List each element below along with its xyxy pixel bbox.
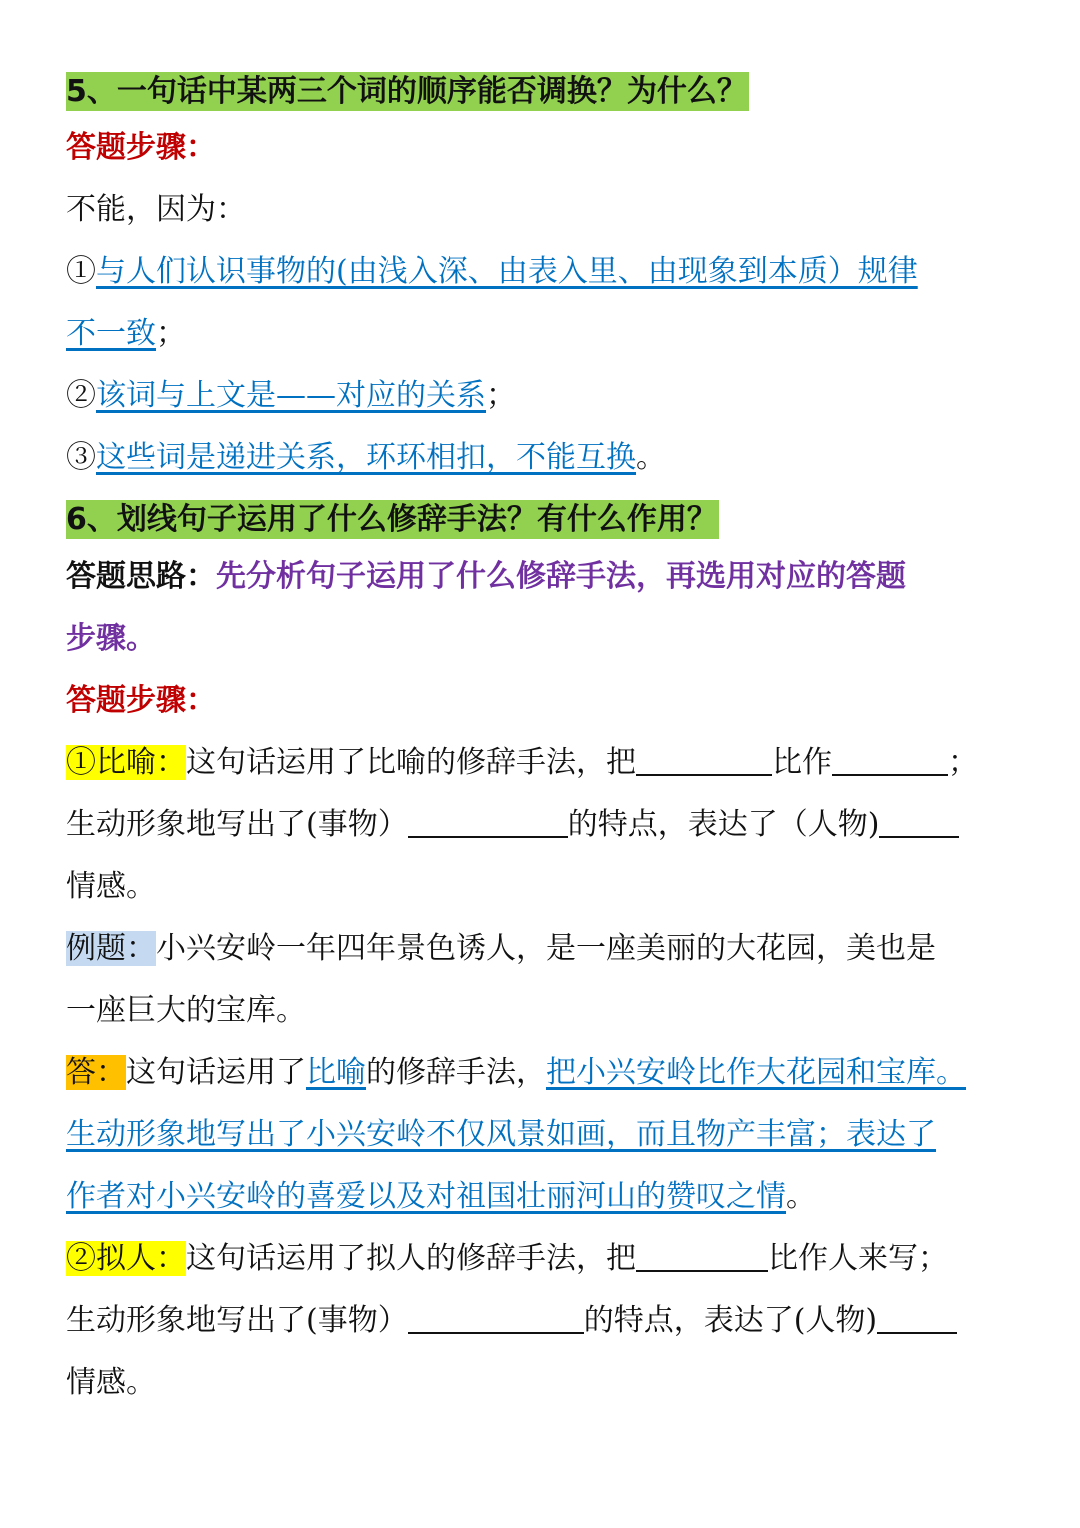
- example-label: 例题：: [66, 931, 156, 966]
- answer-text-line2: 生动形象地写出了小兴安岭不仅风景如画，而且物产丰富；表达了: [66, 1117, 936, 1152]
- q5-heading-line: [66, 70, 1036, 114]
- q5-steps-label: 答题步骤：: [66, 130, 216, 165]
- answer-text-4: 把小兴安岭比作大花园和宝库: [546, 1055, 936, 1090]
- answer-text-2: 比喻: [306, 1055, 366, 1090]
- metaphor-label: ①比喻：: [66, 745, 186, 780]
- metaphor-blank-subject: [636, 744, 772, 776]
- q5-item2-number: ②: [66, 378, 96, 413]
- q5-item3-number: ③: [66, 440, 96, 475]
- q6-person-line1: [66, 1237, 1036, 1281]
- metaphor-blank-emotion: [879, 806, 959, 838]
- answer-line2: [66, 1113, 1036, 1157]
- q6-metaphor-line1: [66, 741, 1036, 785]
- answer-text-3: 的修辞手法，: [366, 1055, 546, 1090]
- person-text-5: 情感。: [66, 1365, 156, 1400]
- metaphor-blank-thing: [408, 806, 568, 838]
- metaphor-text-5: 的特点，表达了（人物): [567, 807, 880, 842]
- example-text: 小兴安岭一年四年景色诱人，是一座美丽的大花园，美也是: [156, 931, 936, 966]
- q5-item1-line1: [66, 250, 1036, 294]
- person-blank-emotion: [877, 1302, 957, 1334]
- person-text-4: 的特点，表达了(人物): [583, 1303, 878, 1338]
- q6-metaphor-line2: [66, 803, 1036, 847]
- q6-idea-label: 答题思路：: [66, 559, 216, 594]
- q5-item3-text: 这些词是递进关系，环环相扣，不能互换: [96, 440, 636, 475]
- answer-text-1: 这句话运用了: [126, 1055, 306, 1090]
- q6-person-line2: [66, 1299, 1036, 1343]
- metaphor-text-4: 生动形象地写出了(事物）: [66, 807, 408, 842]
- metaphor-blank-object: [832, 744, 948, 776]
- q6-idea-line2: 步骤。: [66, 621, 156, 656]
- q6-heading: 6、划线句子运用了什么修辞手法？有什么作用？: [66, 502, 717, 537]
- q5-item1-end: ；: [156, 316, 186, 351]
- q6-steps-label: 答题步骤：: [66, 683, 216, 718]
- answer-text-5: 。: [936, 1055, 966, 1090]
- person-text-1: 这句话运用了拟人的修辞手法，把: [186, 1241, 636, 1276]
- person-text-2: 比作人来写；: [768, 1241, 948, 1276]
- q5-item3: [66, 436, 1036, 480]
- q5-item1-text-cont: 不一致: [66, 316, 156, 351]
- q5-item2-text: 该词与上文是——对应的关系: [96, 378, 486, 413]
- answer-line1: [66, 1051, 1036, 1095]
- example-line1: [66, 927, 1036, 971]
- person-blank-subject: [636, 1240, 768, 1272]
- q5-item1-line2: [66, 312, 1036, 356]
- q5-heading: 5、一句话中某两三个词的顺序能否调换？为什么？: [66, 74, 747, 109]
- q5-item2: [66, 374, 1036, 418]
- answer-text-line3: 作者对小兴安岭的喜爱以及对祖国壮丽河山的赞叹之情: [66, 1179, 786, 1214]
- example-line2: 一座巨大的宝库。: [66, 993, 306, 1028]
- person-blank-thing: [408, 1302, 584, 1334]
- q6-idea-text: 先分析句子运用了什么修辞手法，再选用对应的答题: [216, 559, 906, 594]
- metaphor-text-2: 比作: [772, 745, 832, 780]
- q5-intro: 不能，因为：: [66, 192, 246, 227]
- answer-label: 答：: [66, 1055, 126, 1090]
- personification-label: ②拟人：: [66, 1241, 186, 1276]
- q6-heading-line: [66, 498, 1036, 542]
- metaphor-text-3: ；: [948, 745, 978, 780]
- q6-idea-line1: [66, 555, 1036, 599]
- q5-item2-end: ；: [486, 378, 516, 413]
- q5-item3-end: 。: [636, 440, 666, 475]
- answer-line3: [66, 1175, 1036, 1219]
- q5-item1-number: ①: [66, 254, 96, 289]
- person-text-3: 生动形象地写出了(事物）: [66, 1303, 408, 1338]
- metaphor-text-6: 情感。: [66, 869, 156, 904]
- metaphor-text-1: 这句话运用了比喻的修辞手法，把: [186, 745, 636, 780]
- q5-item1-text: 与人们认识事物的(由浅入深、由表入里、由现象到本质）规律: [96, 254, 918, 289]
- answer-end: 。: [786, 1179, 816, 1214]
